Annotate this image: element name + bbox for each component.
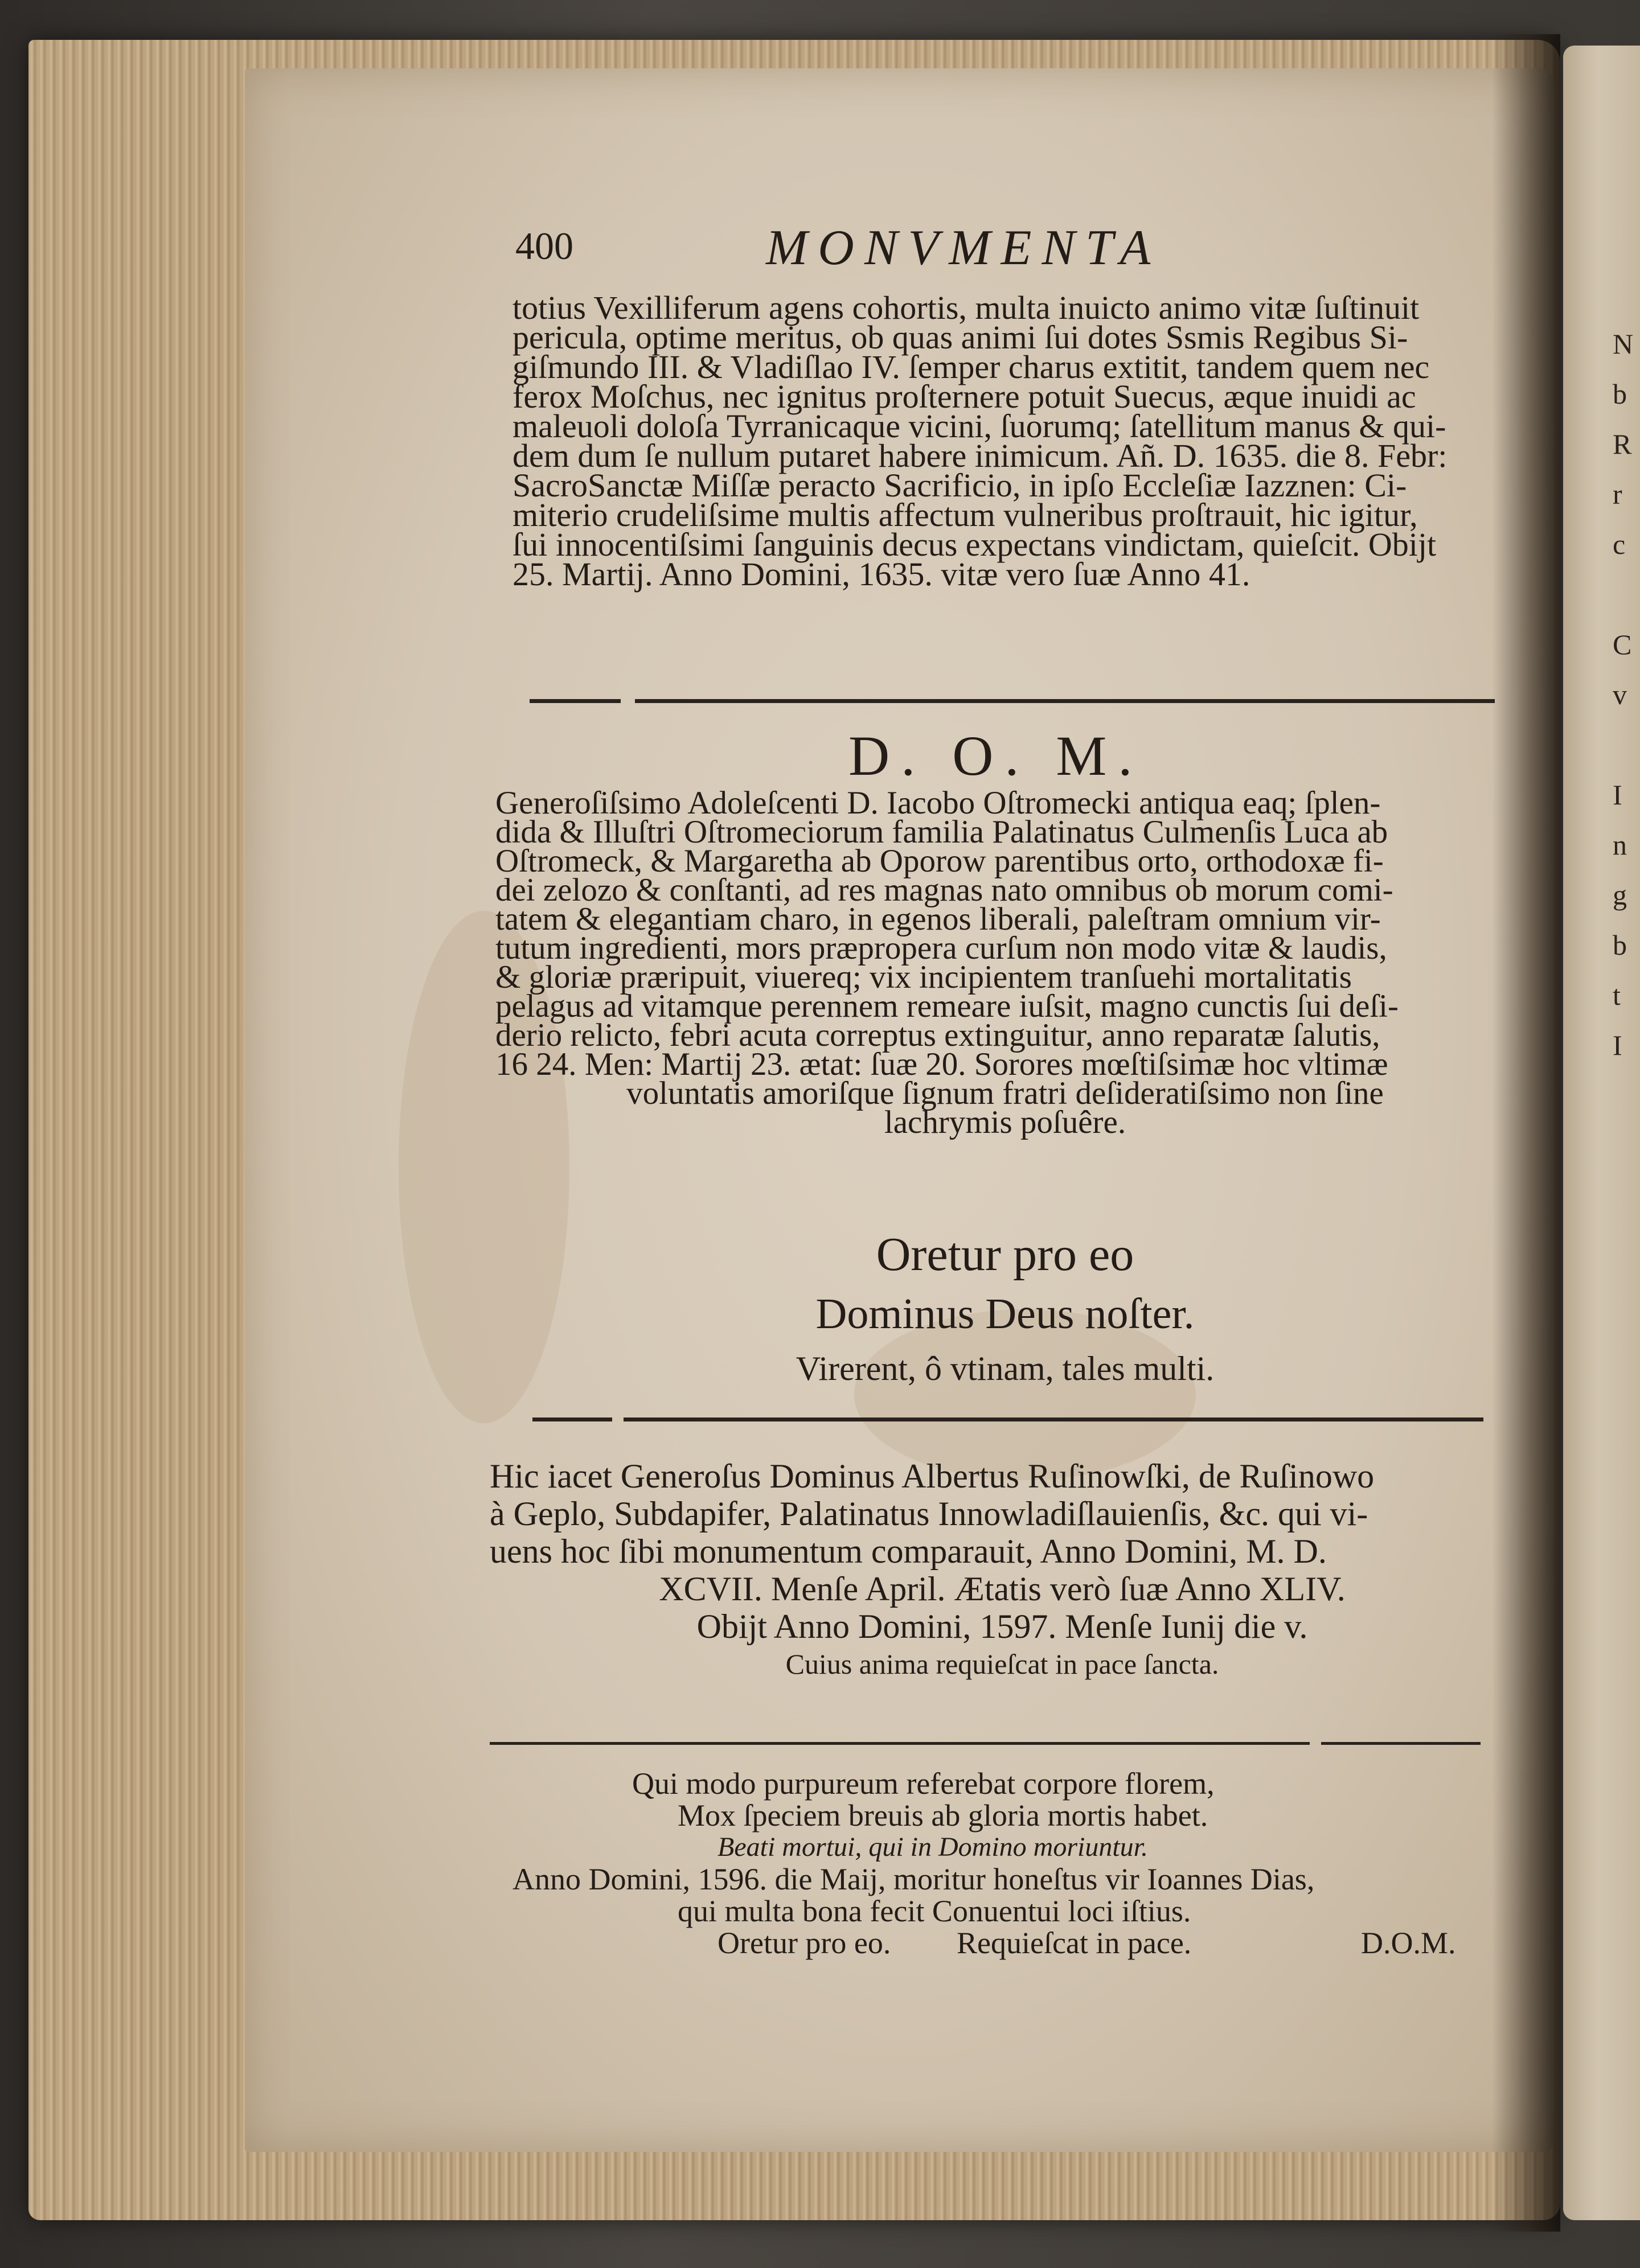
text-line: Oſtromeck, & Margaretha ab Oporow parentibus orto, orthodoxæ fi- — [495, 843, 1384, 879]
text-line: pelagus ad vitamque perennem remeare iuſsit, magno cunctis ſui deſi- — [495, 988, 1399, 1024]
virerent-line: Virerent, ô vtinam, tales multi. — [796, 1350, 1215, 1387]
divider-rule — [1321, 1742, 1481, 1745]
text-line: voluntatis amoriſque ſignum fratri deſideratiſsimo non ſine — [626, 1075, 1384, 1111]
fragment — [1613, 569, 1640, 619]
epitaph-4 — [490, 1768, 1515, 1961]
running-head: MONVMENTA — [766, 220, 1161, 276]
fragment: b — [1613, 378, 1627, 410]
requiescat-final: Requieſcat in pace. — [957, 1926, 1192, 1960]
text-line: 16 24. Men: Martij 23. ætat: ſuæ 20. Sorores mœſtiſsimæ hoc vltimæ — [495, 1046, 1388, 1082]
divider-rule — [490, 1742, 1310, 1745]
text-line: tutum ingredienti, mors præpropera curſum non modo vitæ & laudis, — [495, 930, 1387, 966]
fragment: r — [1613, 478, 1622, 510]
fragment: I — [1613, 779, 1622, 811]
dominus-line: Dominus Deus noſter. — [815, 1290, 1195, 1338]
facing-page-fragments — [1613, 319, 1640, 1070]
text-line: qui multa bona fecit Conuentui loci iſtius. — [678, 1894, 1191, 1928]
fragment: I — [1613, 1029, 1622, 1061]
epitaph-3 — [490, 1457, 1515, 1683]
text-line: totius Vexilliferum agens cohortis, multa inuicto animo vitæ ſuſtinuit — [512, 289, 1420, 326]
divider-rule — [532, 1418, 612, 1421]
final-line — [490, 1927, 1515, 1961]
text-line: Beati mortui, qui in Domino moriuntur. — [718, 1832, 1149, 1862]
text-line: 25. Martij. Anno Domini, 1635. vitæ vero ſuæ Anno 41. — [512, 556, 1250, 593]
text-line: Anno Domini, 1596. die Maij, moritur honeſtus vir Ioannes Dias, — [512, 1862, 1315, 1896]
fragment — [1613, 720, 1640, 770]
oretur-final: Oretur pro eo. — [718, 1926, 891, 1960]
epitaph-2 — [495, 785, 1515, 1140]
dom-final: D.O.M. — [1361, 1926, 1456, 1960]
text-line: pericula, optime meritus, ob quas animi ſui dotes Ssmis Regibus Si- — [512, 319, 1408, 356]
text-line: Obijt Anno Domini, 1597. Menſe Iunij die v. — [696, 1608, 1308, 1645]
dom-heading: D. O. M. — [848, 724, 1144, 787]
text-line: dem dum ſe nullum putaret habere inimicum. Añ. D. 1635. die 8. Febr: — [512, 437, 1448, 474]
text-line: miterio crudeliſsime multis affectum vulneribus proſtrauit, hic igitur, — [512, 496, 1418, 533]
text-line: lachrymis poſuêre. — [884, 1104, 1126, 1140]
fragment: g — [1613, 879, 1627, 911]
text-line: ferox Moſchus, nec ignitus proſternere potuit Suecus, æque inuidi ac — [512, 378, 1416, 415]
divider-rule — [624, 1418, 1483, 1421]
fragment: c — [1613, 528, 1626, 560]
text-line: dida & Illuſtri Oſtromeciorum familia Palatinatus Culmenſis Luca ab — [495, 814, 1388, 850]
text-line: maleuoli doloſa Tyrranicaque vicini, ſuorumq; ſatellitum manus & qui- — [512, 408, 1446, 445]
fragment: v — [1613, 679, 1627, 710]
text-line: & gloriæ præripuit, viuereq; vix incipientem tranſuehi mortalitatis — [495, 959, 1352, 995]
text-line: SacroSanctæ Miſſæ peracto Sacrificio, in ipſo Eccleſiæ Iazznen: Ci- — [512, 467, 1407, 504]
fragment: R — [1613, 428, 1632, 460]
text-line: Hic iacet Generoſus Dominus Albertus Ruſinowſki, de Ruſinowo — [490, 1457, 1375, 1495]
text-line: derio relicto, febri acuta correptus extinguitur, anno reparatæ ſalutis, — [495, 1017, 1380, 1053]
text-line: Qui modo purpureum referebat corpore florem, — [632, 1766, 1215, 1801]
text-line: giſmundo III. & Vladiſlao IV. ſemper charus extitit, tandem quem nec — [512, 348, 1430, 385]
text-line: dei zelozo & conſtanti, ad res magnas nato omnibus ob morum comi- — [495, 872, 1393, 908]
text-line: XCVII. Menſe April. Ætatis verò ſuæ Anno XLIV. — [659, 1570, 1346, 1608]
fragment: b — [1613, 929, 1627, 961]
divider-rule — [635, 699, 1495, 703]
oretur-line: Oretur pro eo — [876, 1228, 1134, 1281]
divider-rule — [530, 699, 621, 703]
fragment: N — [1613, 328, 1634, 360]
text-line: ſui innocentiſsimi ſanguinis decus expectans vindictam, quieſcit. Obijt — [512, 526, 1437, 563]
fragment: t — [1613, 979, 1621, 1011]
text-line: à Geplo, Subdapifer, Palatinatus Innowladiſlauienſis, &c. qui vi- — [490, 1495, 1368, 1532]
text-line: tatem & elegantiam charo, in egenos liberali, paleſtram omnium vir- — [495, 901, 1381, 937]
text-line: Generoſiſsimo Adoleſcenti D. Iacobo Oſtromecki antiqua eaq; ſplen- — [495, 785, 1381, 821]
page-header — [515, 219, 1313, 287]
text-line: Cuius anima requieſcat in pace ſancta. — [785, 1648, 1219, 1680]
fragment: C — [1613, 628, 1632, 660]
page-number: 400 — [515, 224, 573, 268]
text-line: uens hoc ſibi monumentum comparauit, Anno Domini, M. D. — [490, 1532, 1327, 1570]
epitaph-1 — [512, 289, 1503, 593]
text-line: Mox ſpeciem breuis ab gloria mortis habet. — [678, 1798, 1208, 1833]
fragment: n — [1613, 829, 1627, 861]
